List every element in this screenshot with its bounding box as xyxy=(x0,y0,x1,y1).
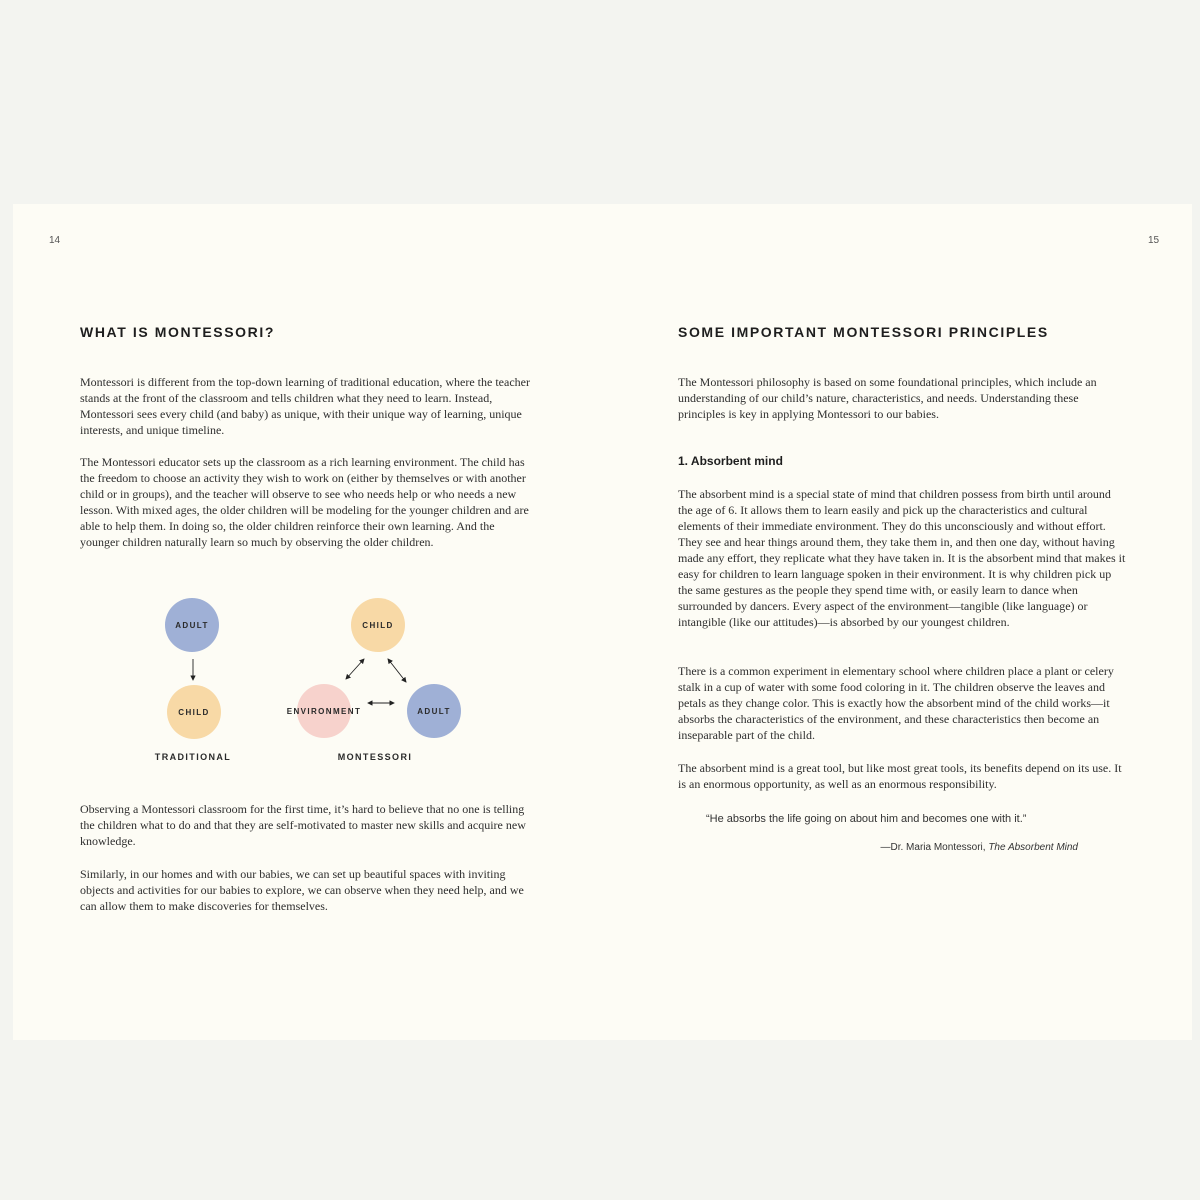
traditional-caption: TRADITIONAL xyxy=(154,752,232,762)
child-adult-arrow xyxy=(388,659,406,682)
page-number-right: 15 xyxy=(1148,235,1160,246)
right-intro: The Montessori philosophy is based on some foundational principles, which include an understanding of our child’s nature, characteristics, and needs. Understanding these principles is key in applying Montessori to our babies. xyxy=(678,375,1097,421)
right-paragraph-3: The absorbent mind is a great tool, but like most great tools, its benefits depend on its use. It is an enormous opportunity, as well as an enormous responsibility. xyxy=(678,761,1122,791)
pull-quote: “He absorbs the life going on about him and becomes one with it.” xyxy=(706,813,1027,825)
left-paragraph-4: Similarly, in our homes and with our babies, we can set up beautiful spaces with inviting objects and activities for our babies to explore, we can observe when they need help, and we can allow them to make discoveries for themselves. xyxy=(80,867,524,913)
attribution-author: —Dr. Maria Montessori, xyxy=(880,842,989,853)
page-title-right: SOME IMPORTANT MONTESSORI PRINCIPLES xyxy=(678,324,1049,340)
page-title-left: WHAT IS MONTESSORI? xyxy=(80,324,276,340)
left-paragraph-1: Montessori is different from the top-down learning of traditional education, where the teacher stands at the front of the classroom and tells children what they need to learn. Instead, Montessori sees every child (and baby) as unique, with their unique way of learning, unique interests, and unique timeline. xyxy=(80,375,530,437)
montessori-adult-label: ADULT xyxy=(417,707,451,716)
section-subheading: 1. Absorbent mind xyxy=(678,454,783,468)
attribution-book-title: The Absorbent Mind xyxy=(988,842,1078,853)
child-environment-arrow xyxy=(346,659,364,679)
left-paragraph-3: Observing a Montessori classroom for the first time, it’s hard to believe that no one is telling the children what to do and that they are self-motivated to master new skills and acquire new knowledge. xyxy=(80,802,526,848)
montessori-caption: MONTESSORI xyxy=(337,752,413,762)
right-paragraph-2: There is a common experiment in elementary school where children place a plant or celery stalk in a cup of water with some food coloring in it. The children observe the leaves and petals as they change color. This is exactly how the absorbent mind of the child works—it absorbs the characteristics of the environment, and these characteristics then become an inseparable part of the child. xyxy=(678,664,1114,742)
page-number-left: 14 xyxy=(49,235,61,246)
montessori-environment-label: ENVIRONMENT xyxy=(286,707,362,716)
traditional-adult-label: ADULT xyxy=(175,621,209,630)
right-paragraph-1: The absorbent mind is a special state of mind that children possess from birth until around the age of 6. It allows them to learn easily and pick up the characteristics and cultural elements of their immediate environment. They do this unconsciously and without effort. They see and hear things around them, they take them in, and then one day, without having made any effort, they replicate what they have taken in. It is the absorbent mind that makes it easy for children to learn language spoken in their environment. It is why children pick up the same gestures as the people they spend time with, or easily learn to dance when surrounded by dancers. Every aspect of the environment—tangible (like language) or intangible (like our attitudes)—is absorbed by our youngest children. xyxy=(678,487,1126,629)
book-spread xyxy=(13,204,1192,1040)
traditional-child-label: CHILD xyxy=(178,708,210,717)
left-paragraph-2: The Montessori educator sets up the classroom as a rich learning environment. The child has the freedom to choose an activity they wish to work on (either by themselves or with another child or in groups), and the teacher will observe to see who needs help or who needs a new lesson. With mixed ages, the older children will be modeling for the younger children and are able to help them. In doing so, the older children reinforce their own learning. And the younger children naturally learn so much by observing the older children. xyxy=(80,455,529,549)
montessori-child-label: CHILD xyxy=(362,621,394,630)
quote-attribution xyxy=(881,842,1079,853)
